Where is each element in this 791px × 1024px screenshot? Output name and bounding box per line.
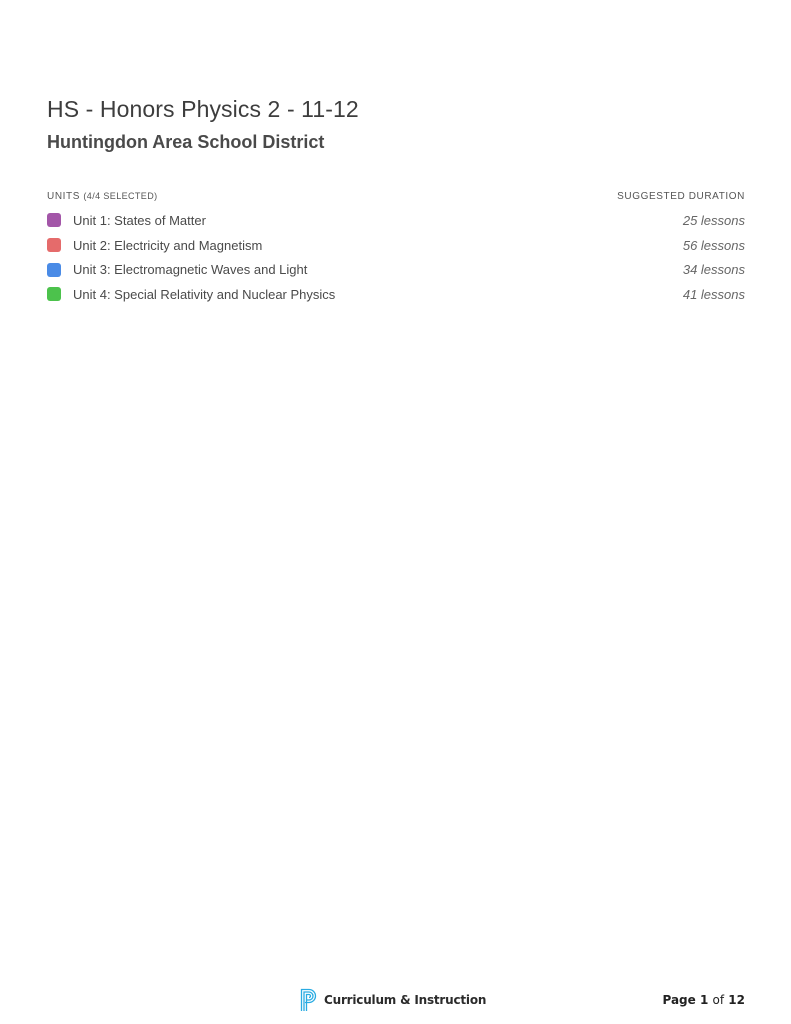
unit-duration: 25 lessons — [682, 212, 745, 228]
unit-row — [47, 282, 745, 307]
powerschool-p-logo-icon — [300, 988, 318, 1012]
duration-header: SUGGESTED DURATION — [617, 191, 745, 202]
units-label: UNITS — [47, 191, 80, 202]
unit-row — [47, 233, 745, 258]
unit-color-swatch — [47, 263, 61, 277]
brand-text: Curriculum & Instruction — [324, 993, 487, 1007]
units-table-header — [47, 191, 745, 202]
page-current: 1 — [699, 993, 709, 1007]
district-name: Huntingdon Area School District — [47, 132, 325, 152]
units-selected-count: (4/4 SELECTED) — [83, 191, 158, 201]
units-list — [47, 208, 745, 307]
page-of: of — [712, 993, 725, 1007]
unit-name: Unit 3: Electromagnetic Waves and Light — [73, 262, 308, 278]
unit-color-swatch — [47, 238, 61, 252]
unit-duration: 34 lessons — [682, 262, 745, 278]
unit-color-swatch — [47, 287, 61, 301]
page-number — [662, 993, 745, 1007]
units-header-left — [47, 191, 158, 202]
unit-name: Unit 4: Special Relativity and Nuclear Physics — [73, 286, 336, 302]
unit-row — [47, 257, 745, 282]
unit-duration: 41 lessons — [682, 286, 745, 302]
page-label: Page — [662, 993, 696, 1007]
unit-name: Unit 1: States of Matter — [73, 212, 206, 228]
footer-brand — [300, 988, 486, 1012]
unit-name: Unit 2: Electricity and Magnetism — [73, 237, 263, 253]
unit-duration: 56 lessons — [682, 237, 745, 253]
unit-row — [47, 208, 745, 233]
page-total: 12 — [728, 993, 745, 1007]
page-title: HS - Honors Physics 2 - 11-12 — [47, 96, 359, 122]
unit-color-swatch — [47, 213, 61, 227]
